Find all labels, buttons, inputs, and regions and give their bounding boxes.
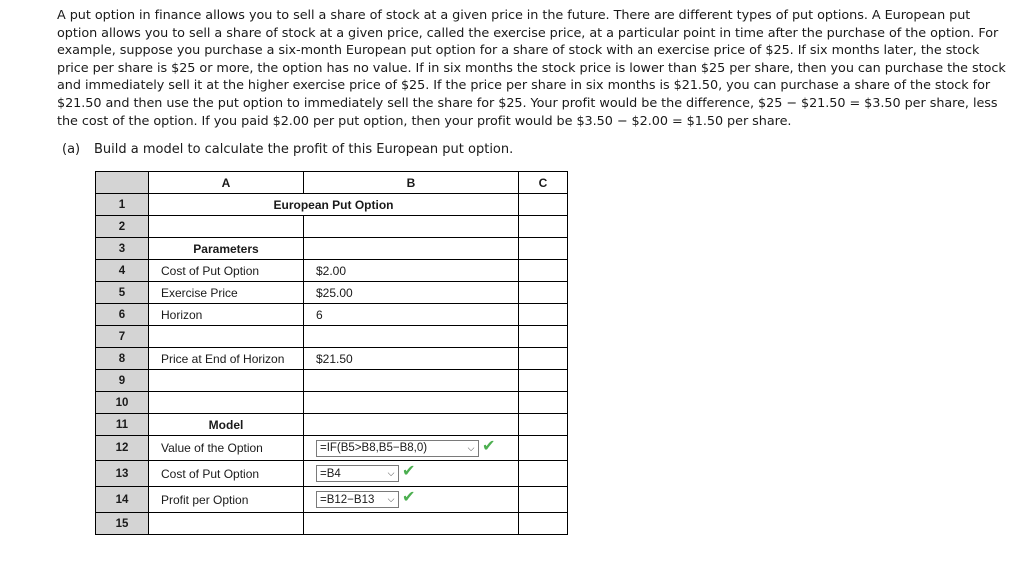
cell-c7[interactable] bbox=[519, 326, 568, 348]
column-header-b[interactable]: B bbox=[304, 172, 519, 194]
chevron-down-icon[interactable]: ⌵ bbox=[467, 442, 475, 453]
paragraph-line: $21.50 and then use the put option to immediately sell the share for $25. Your profit would be the difference, $25 − $21.50 = $3.50 per share, less bbox=[57, 95, 998, 111]
cell-a15[interactable] bbox=[149, 513, 304, 535]
row-number: 13 bbox=[96, 461, 149, 487]
formula-text: =B12−B13 bbox=[320, 493, 375, 506]
problem-paragraph bbox=[57, 7, 1009, 130]
paragraph-line: A put option in finance allows you to sell a share of stock at a given price in the future. There are different types of put options. A European put bbox=[57, 8, 971, 23]
paragraph-line: the cost of the option. If you paid $2.00 per put option, then your profit would be $3.50 − $2.00 = $1.50 per share. bbox=[57, 113, 792, 129]
row-number: 9 bbox=[96, 370, 149, 392]
cell-c14[interactable] bbox=[519, 487, 568, 513]
cell-a2[interactable] bbox=[149, 216, 304, 238]
formula-dropdown[interactable] bbox=[316, 465, 399, 482]
price-end-label-cell[interactable]: Price at End of Horizon bbox=[149, 348, 304, 370]
value-option-formula-cell[interactable] bbox=[304, 436, 519, 461]
cell-b2[interactable] bbox=[304, 216, 519, 238]
row-number: 4 bbox=[96, 260, 149, 282]
row-number: 8 bbox=[96, 348, 149, 370]
formula-dropdown[interactable] bbox=[316, 440, 479, 457]
cell-c11[interactable] bbox=[519, 414, 568, 436]
cost-option-label-cell[interactable]: Cost of Put Option bbox=[149, 461, 304, 487]
cost-value-cell[interactable]: $2.00 bbox=[304, 260, 519, 282]
cell-c8[interactable] bbox=[519, 348, 568, 370]
row-number: 12 bbox=[96, 436, 149, 461]
horizon-value-cell[interactable]: 6 bbox=[304, 304, 519, 326]
cell-c2[interactable] bbox=[519, 216, 568, 238]
row-number: 1 bbox=[96, 194, 149, 216]
row-number: 7 bbox=[96, 326, 149, 348]
formula-text: =B4 bbox=[320, 467, 341, 480]
exercise-value-cell[interactable]: $25.00 bbox=[304, 282, 519, 304]
price-end-value-cell[interactable]: $21.50 bbox=[304, 348, 519, 370]
cell-c5[interactable] bbox=[519, 282, 568, 304]
profit-formula-cell[interactable] bbox=[304, 487, 519, 513]
cell-b7[interactable] bbox=[304, 326, 519, 348]
paragraph-line: price per share is $25 or more, the option has no value. If in six months the stock price is lower than $25 per share, then you can purchase the stock bbox=[57, 60, 1006, 76]
paragraph-line: example, suppose you purchase a six-month European put option for a share of stock with an exercise price of $25. If six months later, the stock bbox=[57, 43, 980, 59]
row-number: 5 bbox=[96, 282, 149, 304]
formula-dropdown[interactable] bbox=[316, 491, 399, 508]
value-option-label-cell[interactable]: Value of the Option bbox=[149, 436, 304, 461]
model-heading-cell[interactable]: Model bbox=[149, 414, 304, 436]
cost-label-cell[interactable]: Cost of Put Option bbox=[149, 260, 304, 282]
horizon-label-cell[interactable]: Horizon bbox=[149, 304, 304, 326]
row-number: 10 bbox=[96, 392, 149, 414]
checkmark-icon: ✔ bbox=[402, 489, 416, 506]
cell-c13[interactable] bbox=[519, 461, 568, 487]
question-text: Build a model to calculate the profit of this European put option. bbox=[94, 142, 514, 157]
paragraph-line: option allows you to sell a share of stock at a given price, called the exercise price, at a particular point in time after the purchase of the option. For bbox=[57, 25, 999, 41]
spreadsheet bbox=[95, 171, 568, 535]
row-number: 6 bbox=[96, 304, 149, 326]
column-header-a[interactable]: A bbox=[149, 172, 304, 194]
checkmark-icon: ✔ bbox=[482, 438, 496, 455]
column-header-c[interactable]: C bbox=[519, 172, 568, 194]
row-number: 11 bbox=[96, 414, 149, 436]
cost-option-formula-cell[interactable] bbox=[304, 461, 519, 487]
cell-b10[interactable] bbox=[304, 392, 519, 414]
cell-a10[interactable] bbox=[149, 392, 304, 414]
paragraph-line: and immediately sell it at the higher exercise price of $25. If the price per share in six months is $21.50, you can purchase a share of the stock for bbox=[57, 78, 991, 94]
cell-b15[interactable] bbox=[304, 513, 519, 535]
cell-c6[interactable] bbox=[519, 304, 568, 326]
cell-b3[interactable] bbox=[304, 238, 519, 260]
cell-c3[interactable] bbox=[519, 238, 568, 260]
cell-b11[interactable] bbox=[304, 414, 519, 436]
profit-label-cell[interactable]: Profit per Option bbox=[149, 487, 304, 513]
cell-c15[interactable] bbox=[519, 513, 568, 535]
cell-c1[interactable] bbox=[519, 194, 568, 216]
cell-c4[interactable] bbox=[519, 260, 568, 282]
question-a bbox=[62, 141, 513, 159]
cell-c9[interactable] bbox=[519, 370, 568, 392]
row-number: 3 bbox=[96, 238, 149, 260]
chevron-down-icon[interactable]: ⌵ bbox=[387, 494, 395, 504]
exercise-label-cell[interactable]: Exercise Price bbox=[149, 282, 304, 304]
cell-a7[interactable] bbox=[149, 326, 304, 348]
parameters-heading-cell[interactable]: Parameters bbox=[149, 238, 304, 260]
checkmark-icon: ✔ bbox=[402, 463, 416, 480]
row-number: 15 bbox=[96, 513, 149, 535]
formula-text: =IF(B5>B8,B5−B8,0) bbox=[320, 442, 428, 454]
row-number: 2 bbox=[96, 216, 149, 238]
cell-a9[interactable] bbox=[149, 370, 304, 392]
question-label: (a) bbox=[62, 142, 81, 157]
row-number: 14 bbox=[96, 487, 149, 513]
cell-c12[interactable] bbox=[519, 436, 568, 461]
corner-cell bbox=[96, 172, 149, 194]
chevron-down-icon[interactable]: ⌵ bbox=[387, 468, 395, 478]
sheet-title-cell[interactable]: European Put Option bbox=[149, 194, 519, 216]
cell-c10[interactable] bbox=[519, 392, 568, 414]
cell-b9[interactable] bbox=[304, 370, 519, 392]
